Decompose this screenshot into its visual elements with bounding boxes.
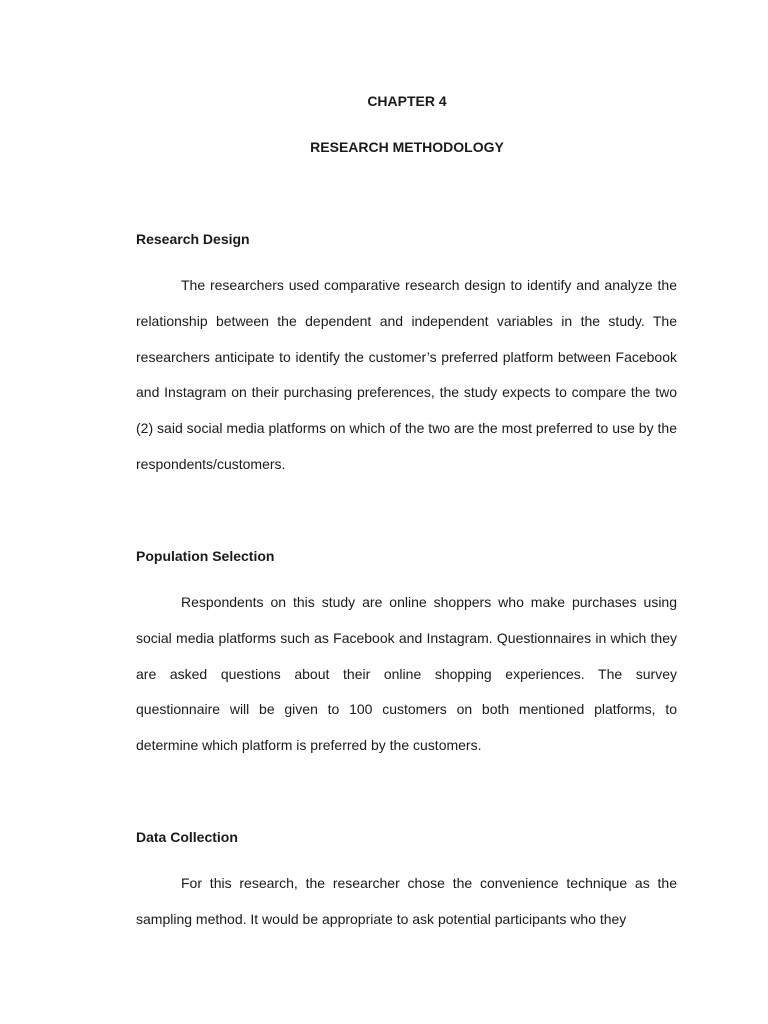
research-design-paragraph: The researchers used comparative research design to identify and analyze the relationship between the dependent and independent variables in the study. The researchers anticipate to identify the customer’s preferred platform between Facebook and Instagram on their purchasing preferences, the study expects to compare the two (2) said social media platforms on which of the two are the most preferred to use by the respondents/customers. xyxy=(136,277,677,472)
data-collection-heading: Data Collection xyxy=(136,829,238,845)
population-selection-heading: Population Selection xyxy=(136,548,275,564)
chapter-title: RESEARCH METHODOLOGY xyxy=(310,139,504,155)
data-collection-paragraph: For this research, the researcher chose the convenience technique as the sampling method. It would be appropriate to ask potential participants who they xyxy=(136,875,677,927)
population-selection-paragraph: Respondents on this study are online shoppers who make purchases using social media platforms such as Facebook and Instagram. Questionnaires in which they are asked questions about their online shopping experiences. The survey questionnaire will be given to 100 customers on both mentioned platforms, to determine which platform is preferred by the customers. xyxy=(136,594,677,754)
chapter-number: CHAPTER 4 xyxy=(367,93,447,109)
research-design-heading: Research Design xyxy=(136,231,250,247)
